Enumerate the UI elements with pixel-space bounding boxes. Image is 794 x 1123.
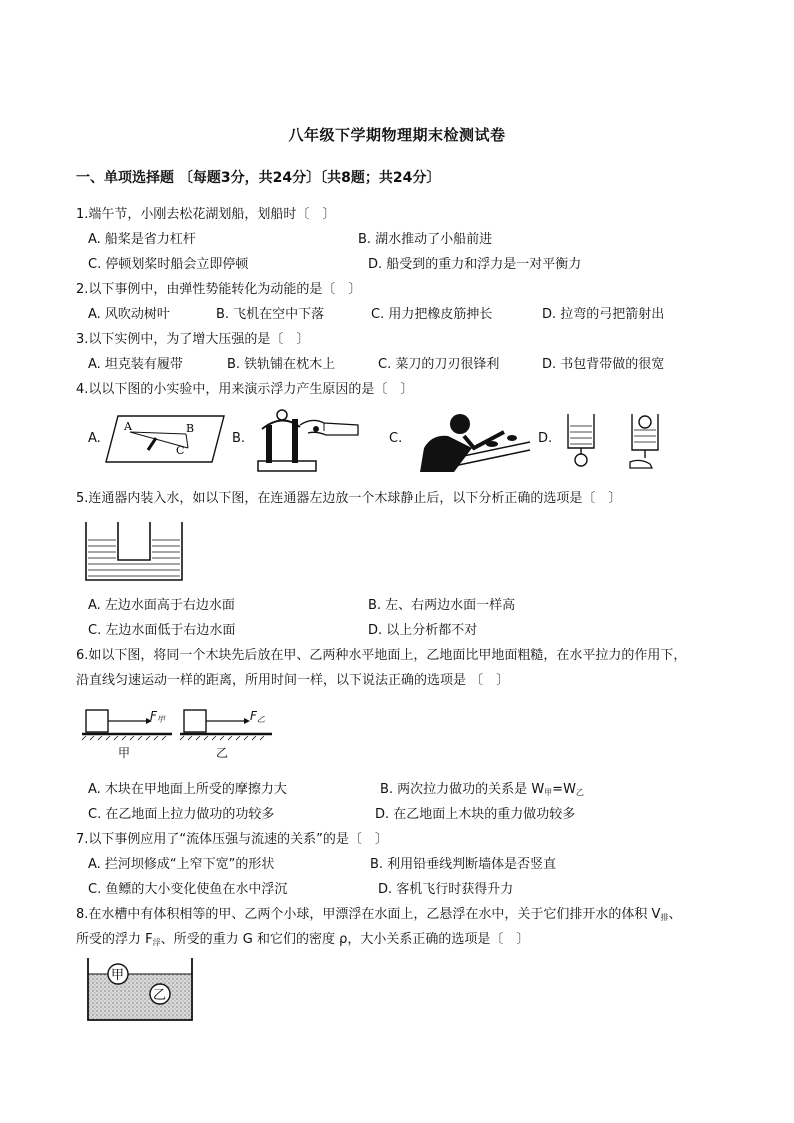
question-2-option-c: C. 用力把橡皮筋抻长 [371, 307, 493, 322]
question-4-option-b: B. [232, 431, 246, 446]
question-1-option-d: D. 船受到的重力和浮力是一对平衡力 [368, 257, 582, 272]
question-7-option-b: B. 利用铅垂线判断墙体是否竖直 [370, 857, 557, 872]
question-5-stem: 5.连通器内装入水，如以下图，在连通器左边放一个木球静止后，以下分析正确的选项是〔 〕 [76, 491, 622, 506]
question-1-option-a: A. 船桨是省力杠杆 [88, 232, 196, 247]
question-6-option-c: C. 在乙地面上拉力做功的功较多 [88, 807, 275, 822]
question-7-option-a: A. 拦河坝修成“上窄下宽”的形状 [88, 857, 275, 872]
question-5-option-d: D. 以上分析都不对 [368, 623, 478, 638]
question-7-option-d: D. 客机飞行时获得升力 [378, 882, 514, 897]
question-3-option-a: A. 坦克装有履带 [88, 357, 183, 372]
question-4-option-a: A. [88, 431, 101, 446]
question-4-option-d: D. [538, 431, 553, 446]
section-heading: 一、单项选择题 〔每题3分，共24分〕〔共8题；共24分〕 [76, 170, 441, 186]
figure-6-label-yi: 乙 [216, 746, 229, 760]
figure-6-force-label-1: $F_甲$ [150, 709, 165, 724]
figure-6-label-jia: 甲 [118, 746, 131, 760]
question-1-option-c: C. 停顿划桨时船会立即停顿 [88, 257, 249, 272]
figure-4a-plate [104, 410, 228, 468]
question-7-option-c: C. 鱼鳔的大小变化使鱼在水中浮沉 [88, 882, 288, 897]
question-3-option-c: C. 菜刀的刀刃很锋利 [378, 357, 500, 372]
question-5-option-c: C. 左边水面低于右边水面 [88, 623, 236, 638]
question-3-stem: 3.以下实例中，为了增大压强的是〔 〕 [76, 332, 310, 347]
figure-4a-letter-c: C [176, 444, 185, 457]
question-6-option-a: A. 木块在甲地面上所受的摩擦力大 [88, 782, 287, 797]
question-2-option-b: B. 飞机在空中下落 [216, 307, 325, 322]
question-3-option-d: D. 书包背带做的很宽 [542, 357, 665, 372]
question-4-stem: 4.以以下图的小实验中，用来演示浮力产生原因的是〔 〕 [76, 382, 414, 397]
figure-4d-beakers [560, 408, 678, 476]
figure-8-ball-jia: 甲 [111, 968, 125, 983]
question-2-stem: 2.以下事例中，由弹性势能转化为动能的是〔 〕 [76, 282, 362, 297]
question-5-option-a: A. 左边水面高于右边水面 [88, 598, 235, 613]
question-4-option-c: C. [389, 431, 403, 446]
figure-4a-letter-a: A [124, 420, 132, 433]
question-3-option-b: B. 铁轨铺在枕木上 [227, 357, 336, 372]
question-2-option-d: D. 拉弯的弓把箭射出 [542, 307, 665, 322]
figure-8-water-tank [84, 954, 196, 1024]
question-6-stem-line-1: 6.如以下图，将同一个木块先后放在甲、乙两种水平地面上，乙地面比甲地面粗糙，在水平拉力的作用下， [76, 648, 687, 663]
figure-6-force-label-2: $F_乙$ [250, 709, 265, 724]
figure-4b-stand [252, 405, 364, 475]
question-6-option-b: B. 两次拉力做功的关系是 $W_甲=W_乙$ [380, 782, 584, 797]
question-2-option-a: A. 风吹动树叶 [88, 307, 170, 322]
question-1-stem: 1.端午节，小刚去松花湖划船，划船时〔 〕 [76, 207, 336, 222]
figure-4c-person [414, 408, 532, 474]
question-8-stem-line-2: 所受的浮力 $F_浮$、所受的重力 G 和它们的密度 ρ，大小关系正确的选项是〔 〕 [76, 932, 530, 947]
question-5-option-b: B. 左、右两边水面一样高 [368, 598, 516, 613]
figure-4a-letter-b: B [186, 422, 195, 435]
question-1-option-b: B. 湖水推动了小船前进 [358, 232, 493, 247]
question-8-stem-line-1: 8.在水槽中有体积相等的甲、乙两个小球，甲漂浮在水面上，乙悬浮在水中，关于它们排开水的体积 $V_排$、 [76, 907, 682, 922]
question-6-option-d: D. 在乙地面上木块的重力做功较多 [375, 807, 576, 822]
figure-8-ball-yi: 乙 [153, 988, 167, 1003]
question-6-stem-line-2: 沿直线匀速运动一样的距离，所用时间一样，以下说法正确的选项是 〔 〕 [76, 673, 510, 688]
question-7-stem: 7.以下事例应用了“流体压强与流速的关系”的是〔 〕 [76, 832, 388, 847]
page-title: 八年级下学期物理期末检测试卷 [288, 126, 506, 144]
figure-5-connected-vessel [82, 518, 186, 584]
